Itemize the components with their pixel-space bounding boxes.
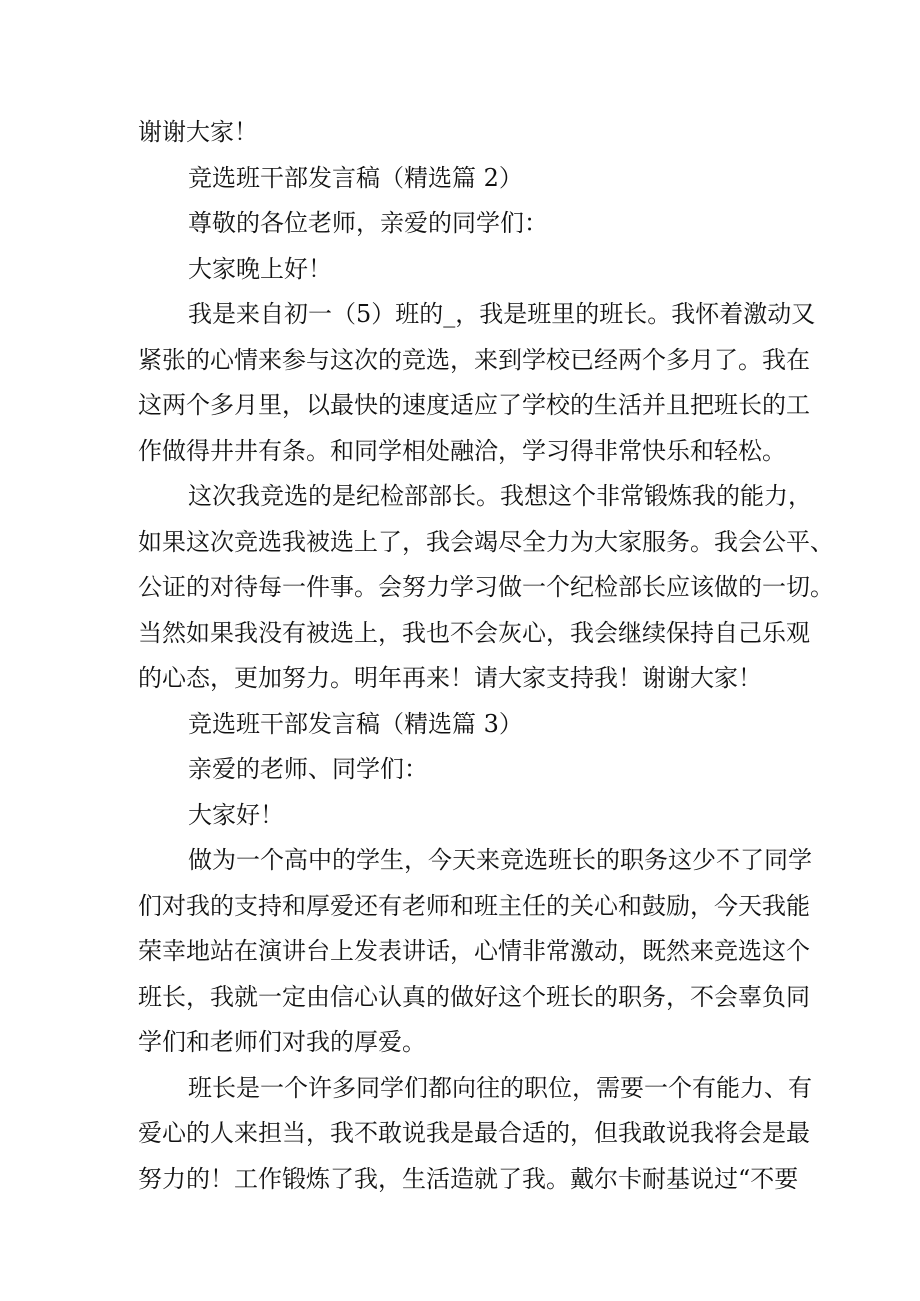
text-line: 爱心的人来担当，我不敢说我是最合适的，但我敢说我将会是最	[138, 1119, 810, 1147]
text-line: 这次我竞选的是纪检部部长。我想这个非常锻炼我的能力，	[188, 482, 812, 510]
text-line: 我是来自初一（5）班的_，我是班里的班长。我怀着激动又	[188, 300, 816, 328]
text-line: 作做得井井有条。和同学相处融洽，学习得非常快乐和轻松。	[138, 436, 786, 465]
text-line: 谢谢大家！	[138, 118, 258, 146]
salutation: 亲爱的老师、同学们：	[188, 755, 428, 783]
document-page	[138, 110, 834, 1202]
text-line: 荣幸地站在演讲台上发表讲话，心情非常激动，既然来竞选这个	[138, 937, 810, 965]
text-line: 努力的！工作锻炼了我，生活造就了我。戴尔卡耐基说过“不要	[138, 1164, 799, 1193]
text-line: 做为一个高中的学生，今天来竞选班长的职务这少不了同学	[188, 846, 812, 874]
text-line: 的心态，更加努力。明年再来！请大家支持我！谢谢大家！	[138, 664, 762, 692]
text-line: 这两个多月里，以最快的速度适应了学校的生活并且把班长的工	[138, 391, 810, 419]
greeting: 大家晚上好！	[188, 254, 332, 283]
greeting: 大家好！	[188, 800, 284, 829]
text-line: 当然如果我没有被选上，我也不会灰心，我会继续保持自己乐观	[138, 618, 810, 647]
section-heading: 竞选班干部发言稿（精选篇 2）	[188, 163, 523, 192]
text-line: 班长，我就一定由信心认真的做好这个班长的职务，不会辜负同	[138, 982, 810, 1011]
text-line: 公证的对待每一件事。会努力学习做一个纪检部长应该做的一切。	[138, 573, 834, 601]
section-heading: 竞选班干部发言稿（精选篇 3）	[188, 709, 523, 738]
salutation: 尊敬的各位老师，亲爱的同学们：	[188, 209, 548, 237]
text-line: 紧张的心情来参与这次的竞选，来到学校已经两个多月了。我在	[138, 345, 810, 374]
text-line: 如果这次竞选我被选上了，我会竭尽全力为大家服务。我会公平、	[138, 527, 834, 556]
text-line: 们对我的支持和厚爱还有老师和班主任的关心和鼓励，今天我能	[138, 891, 810, 920]
text-line: 班长是一个许多同学们都向往的职位，需要一个有能力、有	[188, 1073, 812, 1102]
text-line: 学们和老师们对我的厚爱。	[138, 1028, 426, 1056]
